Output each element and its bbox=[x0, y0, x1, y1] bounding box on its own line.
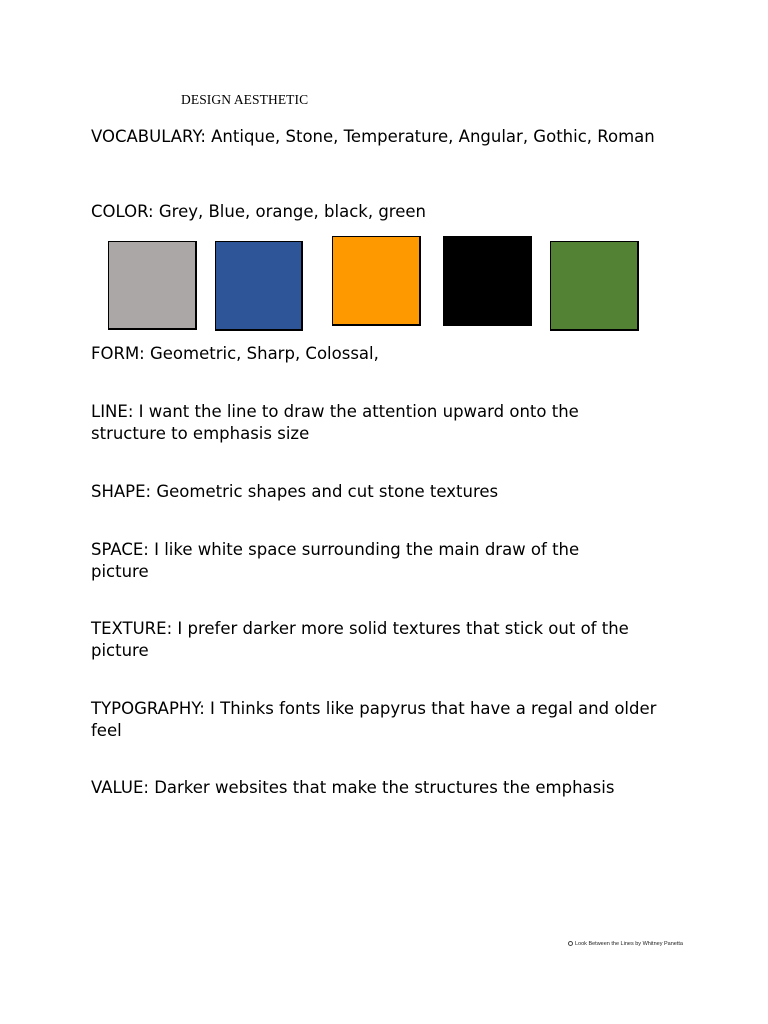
paragraph-typography: TYPOGRAPHY: I Thinks fonts like papyrus that have a regal and older feel bbox=[91, 699, 657, 740]
copyright-icon bbox=[568, 941, 573, 946]
document-title: DESIGN AESTHETIC bbox=[181, 92, 309, 107]
color-swatch-grey bbox=[108, 241, 197, 330]
paragraph-shape: SHAPE: Geometric shapes and cut stone textures bbox=[91, 482, 499, 501]
footer-text: Look Between the Lines by Whitney Panetta bbox=[575, 941, 683, 947]
paragraph-space: SPACE: I like white space surrounding the main draw of the picture bbox=[91, 540, 580, 581]
color-swatch-green bbox=[550, 241, 639, 331]
color-swatch-blue bbox=[215, 241, 303, 331]
paragraph-vocabulary: VOCABULARY: Antique, Stone, Temperature, Angular, Gothic, Roman bbox=[91, 127, 655, 146]
paragraph-line: LINE: I want the line to draw the attention upward onto the structure to emphasis size bbox=[91, 402, 579, 443]
color-swatch-black bbox=[443, 236, 532, 326]
paragraph-color: COLOR: Grey, Blue, orange, black, green bbox=[91, 202, 426, 221]
paragraph-value: VALUE: Darker websites that make the structures the emphasis bbox=[91, 778, 615, 797]
paragraph-texture: TEXTURE: I prefer darker more solid textures that stick out of the picture bbox=[91, 619, 629, 660]
paragraph-form: FORM: Geometric, Sharp, Colossal, bbox=[91, 344, 379, 363]
color-swatch-orange bbox=[332, 236, 421, 326]
footer-credit bbox=[568, 941, 683, 947]
